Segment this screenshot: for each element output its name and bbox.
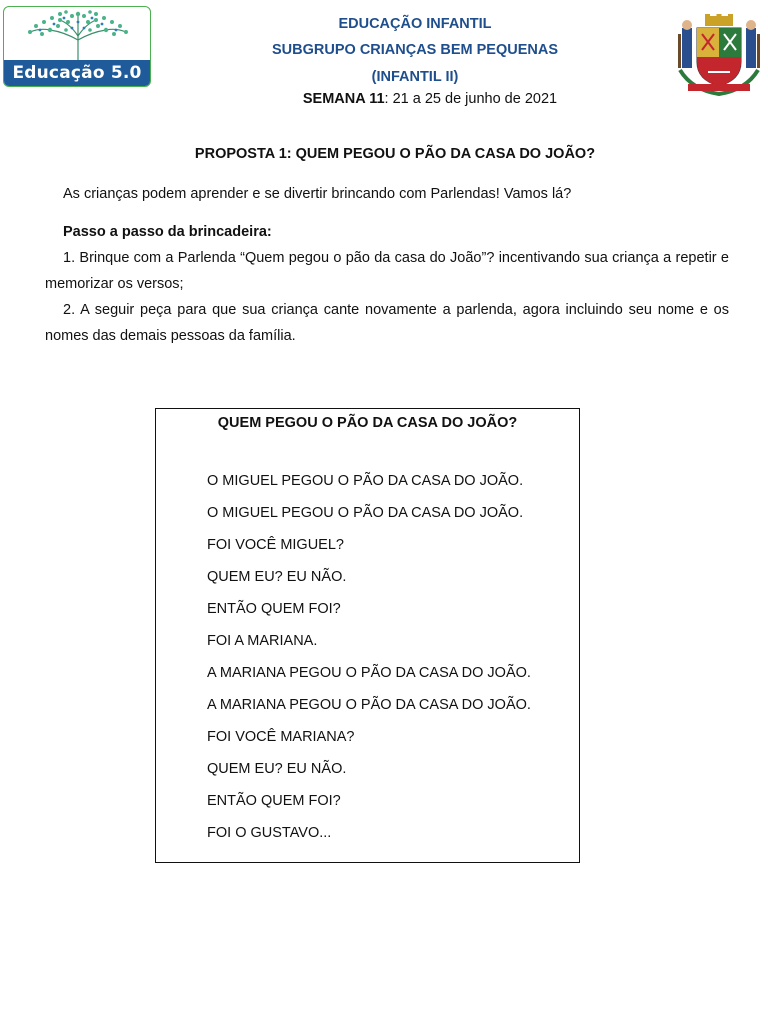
intro-paragraph: As crianças podem aprender e se divertir brincando com Parlendas! Vamos lá?: [63, 186, 572, 202]
week-dates: : 21 a 25 de junho de 2021: [384, 91, 558, 107]
rhyme-title: QUEM PEGOU O PÃO DA CASA DO JOÃO?: [217, 415, 518, 431]
rhyme-line: QUEM EU? EU NÃO.: [207, 569, 347, 585]
steps-title: Passo a passo da brincadeira:: [63, 224, 272, 240]
header-line-3: (INFANTIL II): [371, 69, 459, 85]
rhyme-line: FOI VOCÊ MARIANA?: [207, 729, 355, 745]
educacao-logo: [3, 6, 151, 87]
header-line-2: SUBGRUPO CRIANÇAS BEM PEQUENAS: [272, 42, 558, 58]
week-label: SEMANA 11: [302, 91, 385, 107]
rhyme-line: FOI VOCÊ MIGUEL?: [207, 537, 344, 553]
rhyme-line: FOI A MARIANA.: [207, 633, 318, 649]
rhyme-line: O MIGUEL PEGOU O PÃO DA CASA DO JOÃO.: [207, 473, 524, 489]
tree-icon: [20, 10, 136, 60]
week-line: [260, 91, 600, 107]
proposal-title: PROPOSTA 1: QUEM PEGOU O PÃO DA CASA DO JOÃO?: [194, 146, 596, 162]
step-2: 2. A seguir peça para que sua criança cante novamente a parlenda, agora incluindo seu nome e os nomes das demais pessoas da família.: [45, 302, 729, 344]
rhyme-line: FOI O GUSTAVO...: [207, 825, 332, 841]
rhyme-line: O MIGUEL PEGOU O PÃO DA CASA DO JOÃO.: [207, 505, 524, 521]
rhyme-line: A MARIANA PEGOU O PÃO DA CASA DO JOÃO.: [207, 697, 531, 713]
rhyme-lines: [207, 469, 531, 853]
coat-of-arms-icon: [672, 14, 766, 96]
rhyme-box: [155, 408, 580, 863]
rhyme-line: A MARIANA PEGOU O PÃO DA CASA DO JOÃO.: [207, 665, 531, 681]
rhyme-line: ENTÃO QUEM FOI?: [207, 793, 341, 809]
rhyme-line: QUEM EU? EU NÃO.: [207, 761, 347, 777]
logo-text: Educação 5.0: [4, 60, 150, 86]
header-line-1: EDUCAÇÃO INFANTIL: [338, 16, 492, 32]
rhyme-line: ENTÃO QUEM FOI?: [207, 601, 341, 617]
step-1: 1. Brinque com a Parlenda “Quem pegou o pão da casa do João”? incentivando sua criança a repetir e memorizar os versos;: [45, 250, 729, 292]
